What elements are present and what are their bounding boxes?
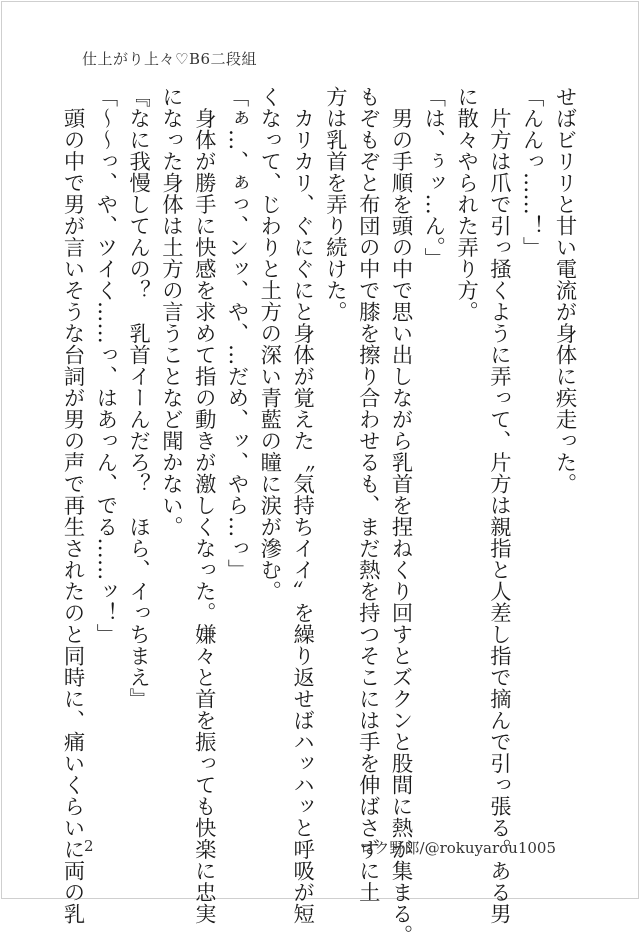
- text-line: 「～～っ、や、ツイく……っ、はあっん、でる……ッ！」: [92, 86, 118, 645]
- author-credit: ロク野郎/@rokuyarou1005: [359, 839, 556, 857]
- text-line: 「は、ぅッ…ん。」: [420, 86, 446, 269]
- page-number: 2: [84, 837, 94, 855]
- text-line: 身体が勝手に快感を求めて指の動きが激しくなった。嫌々と首を振っても快楽に忠実: [191, 86, 217, 925]
- text-line: くなって、じわりと土方の深い青藍の瞳に涙が滲む。: [256, 86, 282, 602]
- text-line: せばビリリと甘い電流が身体に疾走った。: [552, 86, 577, 495]
- running-header: 仕上がり上々♡B6二段組: [82, 50, 258, 68]
- text-line: 「んんっ……！」: [519, 86, 545, 258]
- text-line: 片方は爪で引っ掻くように弄って、片方は親指と人差し指で摘んで引っ張る。ある男: [486, 86, 512, 925]
- text-line: もぞもぞと布団の中で膝を擦り合わせるも、まだ熱を持つそこには手を伸ばさずに土: [355, 86, 381, 903]
- text-line: 頭の中で男が言いそうな台詞が男の声で再生されたのと同時に、痛いくらいに両の乳: [60, 86, 86, 925]
- text-line: 男の手順を頭の中で思い出しながら乳首を捏ねくり回すとズクンと股間に熱が集まる。: [388, 86, 414, 946]
- text-line: になった身体は土方の言うことなど聞かない。: [158, 86, 184, 538]
- text-line: 「ぁ…、ぁっ、ンッ、や、…だめ、ッ、やら…っ」: [224, 86, 250, 581]
- text-line: 『なに我慢してんの？ 乳首イーんだろ？ ほら、イっちまえ』: [125, 86, 151, 710]
- text-line: に散々やられた弄り方。: [453, 86, 479, 323]
- text-line: 方は乳首を弄り続けた。: [322, 86, 348, 323]
- text-line: カリカリ、ぐにぐにと身体が覚えた〝気持ちイイ〟を繰り返せばハッハッと呼吸が短: [289, 86, 315, 925]
